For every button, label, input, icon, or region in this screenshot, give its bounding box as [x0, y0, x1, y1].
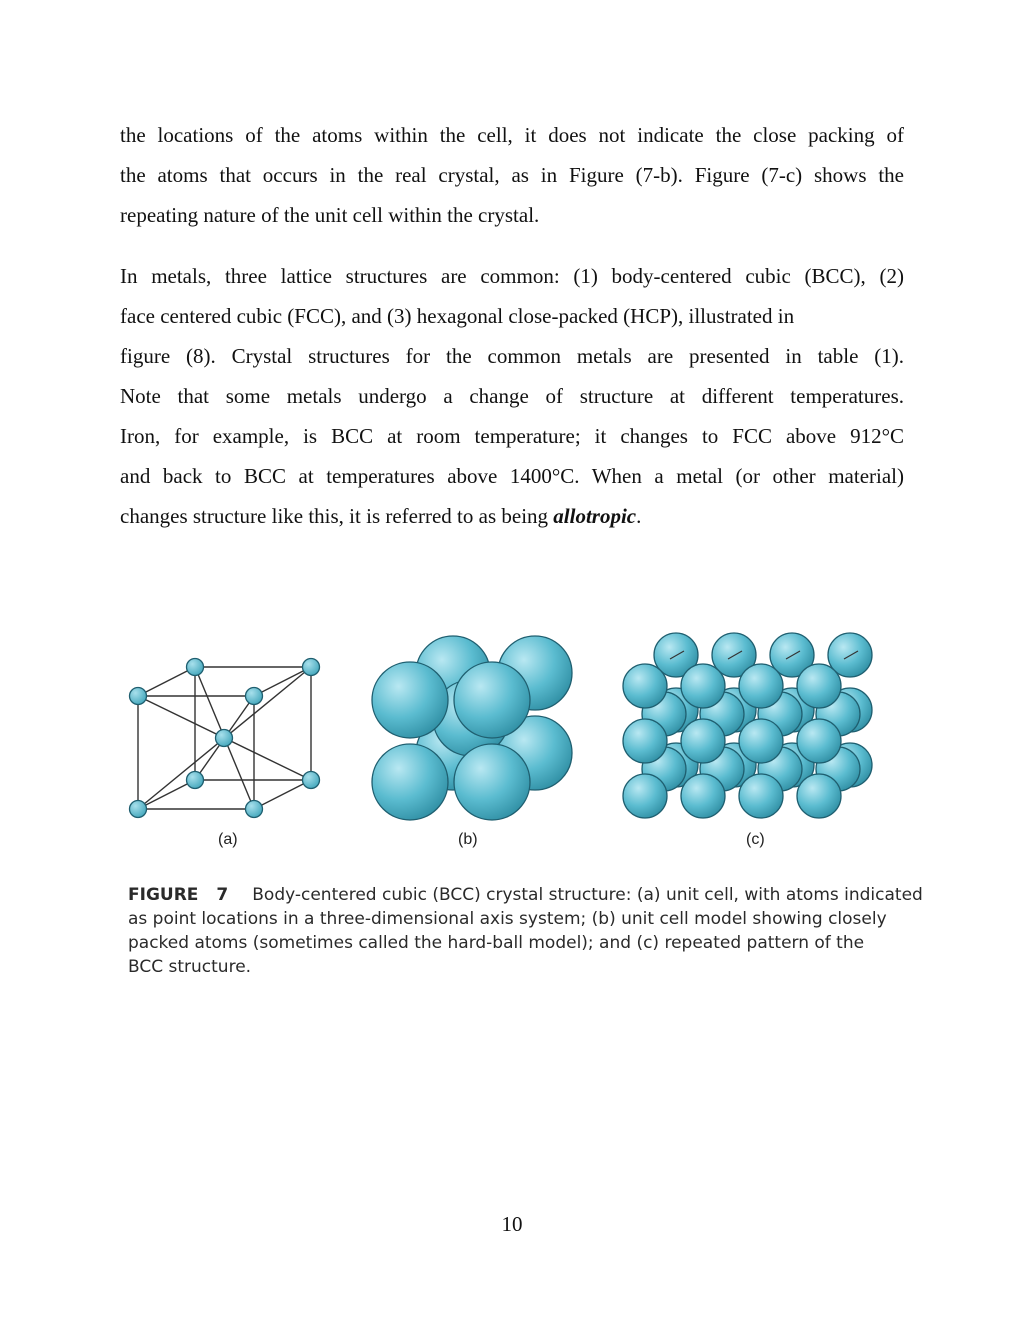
front-atom	[454, 744, 530, 820]
caption-line: packed atoms (sometimes called the hard-ball model); and (c) repeated pattern of the	[128, 933, 865, 953]
corner-atom	[246, 801, 263, 818]
panel-a-unit-cell	[130, 659, 320, 818]
corner-atom	[187, 659, 204, 676]
front-atom	[681, 719, 725, 763]
panel-label-c: (c)	[746, 831, 765, 848]
panel-label-b: (b)	[458, 831, 478, 848]
front-atom	[372, 744, 448, 820]
paragraph-line: figure (8). Crystal structures for the common metals are presented in table (1).	[120, 344, 904, 368]
page-number: 10	[501, 1212, 523, 1236]
corner-atom	[130, 801, 147, 818]
front-atom	[797, 774, 841, 818]
panel-b-hard-ball-model	[372, 636, 572, 820]
paragraph-line: Note that some metals undergo a change of structure at different temperatures.	[120, 384, 904, 408]
corner-atom	[130, 688, 147, 705]
paragraph-line	[120, 496, 904, 536]
corner-atom	[303, 659, 320, 676]
front-atom	[623, 664, 667, 708]
paragraph-line: In metals, three lattice structures are common: (1) body-centered cubic (BCC), (2)	[120, 264, 904, 288]
corner-atom	[187, 772, 204, 789]
emphasized-term: allotropic	[553, 504, 637, 528]
caption-text: Body-centered cubic (BCC) crystal structure: (a) unit cell, with atoms indicated	[252, 885, 923, 905]
paragraph-text: changes structure like this, it is referred to as being	[120, 504, 554, 528]
panel-c-repeated-pattern	[623, 633, 872, 818]
corner-atom	[303, 772, 320, 789]
figure-caption	[128, 883, 928, 979]
paragraph-2	[120, 256, 904, 536]
paragraph-text: .	[636, 504, 642, 528]
paragraph-line: repeating nature of the unit cell within the crystal.	[120, 203, 540, 227]
front-atom	[681, 664, 725, 708]
caption-line: as point locations in a three-dimensional axis system; (b) unit cell model showing closely	[128, 909, 887, 929]
front-atom	[797, 719, 841, 763]
caption-number: 7	[216, 885, 229, 905]
front-atom	[681, 774, 725, 818]
front-atom	[797, 664, 841, 708]
front-atom	[623, 774, 667, 818]
panel-label-a: (a)	[218, 831, 238, 848]
caption-line	[128, 883, 928, 907]
paragraph-line: Iron, for example, is BCC at room temperature; it changes to FCC above 912°C	[120, 424, 904, 448]
caption-label: FIGURE	[128, 885, 199, 905]
front-atom	[623, 719, 667, 763]
paragraph-line: the atoms that occurs in the real crystal, as in Figure (7-b). Figure (7-c) shows the	[120, 163, 904, 187]
bcc-figure-illustration	[118, 625, 908, 857]
paragraph-line: the locations of the atoms within the cell, it does not indicate the close packing of	[120, 123, 904, 147]
front-atom	[739, 719, 783, 763]
figure-7	[118, 625, 908, 857]
center-atom	[216, 730, 233, 747]
paragraph-1	[120, 115, 904, 235]
front-atom	[739, 664, 783, 708]
front-atom	[454, 662, 530, 738]
paragraph-line: and back to BCC at temperatures above 1400°C. When a metal (or other material)	[120, 464, 904, 488]
corner-atom	[246, 688, 263, 705]
paragraph-line: face centered cubic (FCC), and (3) hexagonal close-packed (HCP), illustrated in	[120, 304, 795, 328]
front-atom	[739, 774, 783, 818]
caption-line: BCC structure.	[128, 957, 252, 977]
front-atom	[372, 662, 448, 738]
